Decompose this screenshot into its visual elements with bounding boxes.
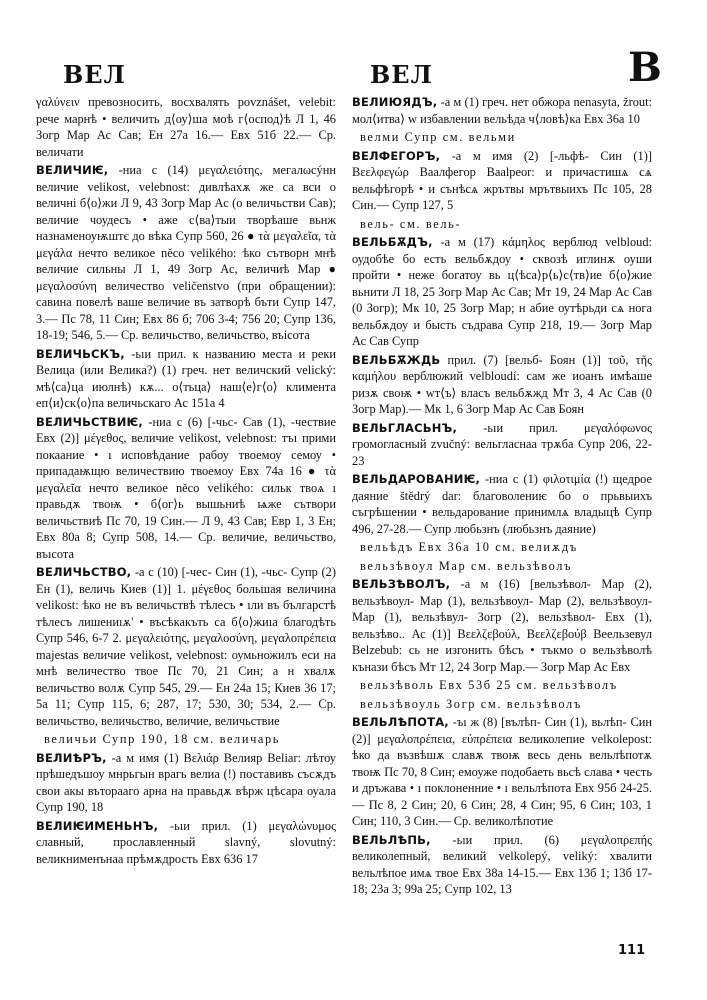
section-letter: В [628, 44, 662, 91]
right-running-head: ВЕЛ [370, 60, 433, 89]
left-column [36, 94, 336, 954]
dictionary-entry [352, 94, 652, 127]
dictionary-entry [36, 346, 336, 412]
cross-reference: вельзѣволь Евх 53б 25 см. вельзѣволъ [360, 678, 618, 692]
entry-text: -ьıи прил. (1) μεγαλώνυμος славный, прославленный slavný, slovutný: великнименънаа прѣмѫдрость Евх 636 17 [36, 818, 336, 866]
cross-reference: величьи Супр 190, 18 см. величарь [44, 732, 281, 746]
right-column [352, 94, 652, 954]
dictionary-entry [352, 471, 652, 537]
cross-reference: вельзѣвоуль Зогр см. вельзѣволъ [360, 696, 582, 711]
entry-headword: ВЕЛИЧИѤ, [36, 163, 109, 177]
entry-headword: ВЕЛЬЗѢВОЛЪ, [352, 577, 451, 591]
entry-headword: ВЕЛИЧЬСТВИѤ, [36, 414, 143, 429]
dictionary-entry [36, 162, 336, 344]
entry-text: -а м (16) [вельзѣвол- Мар (2), вельзѣвоул- Мар (1), вельзѣвоул- Мар (2), вельзѣвоул- Мар (1), вельзѣвул- Зогр (2), вельзѣвол- Евх (1), вельзѣво.. Ас (1)] Βεελζεβούλ, Βεελζεβούβ Веельзевул Belzebub: сь не изгонить бѣсъ • тъкмо о вельзѣволѣ кънази бѣсъ Мт 12, 24 Зогр Мар.— Зогр Мар Ас Евх [352, 577, 652, 674]
dictionary-entry [36, 564, 336, 729]
cross-reference: вельѣдъ Евх 36а 10 см. велиѫдъ [360, 540, 578, 554]
entry-text: -ниа с (6) [-чьс- Сав (1), -чествие Евх (2)] μέγεθος, величие velikost, velebnost: тъı прими покаание • ı исповѣдание рабоу твоемоу семоу • припадаѭщю величествию твоемоу Евх 74а 16 ● τὰ μεγαλεῖα нечто великое něco velikého: сильк твоѧ ı правьдѫ твоѭ • б⟨ог⟩ь вышьниѣ ѩже сътвори величьствиѣ Пс 70, 19 Син.— Л 9, 43 Сав; Евр 1, 3 Ен; Евх 80а 8; Супр 508, 14.— Ср. величие, величьство, въıсота [36, 414, 336, 561]
entry-headword: ВЕЛИѢРЪ, [36, 750, 107, 765]
dictionary-entry [352, 148, 652, 214]
entry-headword: ВЕЛЬГЛАСЬНЪ, [352, 420, 458, 435]
entry-text: γαλύνειν превозносить, восхвалять povznášet, velebit: рече марнѣ • величить д⟨оу⟩ша моѣ г⟨оспод⟩ѣ Л 1, 46 Зогр Мар Ас Сав; Ен 27а 16.— Евх 51б 22.— Ср. величати [36, 95, 336, 159]
page-header [0, 0, 707, 100]
entry-headword: ВЕЛЬБѪДЪ, [352, 235, 433, 249]
dictionary-entry [36, 750, 336, 816]
dictionary-entry [352, 576, 652, 675]
entry-headword: ВЕЛИЮЯДЪ, [352, 95, 438, 109]
left-running-head: ВЕЛ [63, 60, 126, 89]
entry-headword: ВЕЛИЧЬСКЪ, [36, 346, 125, 361]
dictionary-entry [36, 414, 336, 563]
entry-headword: ВЕЛЬДАРОВАНИѤ, [352, 472, 481, 486]
dictionary-entry [352, 352, 652, 418]
page-number: 111 [618, 943, 646, 958]
entry-headword: ВЕЛФЕГОРЪ, [352, 148, 441, 163]
cross-reference: велми Супр см. вельми [360, 130, 516, 144]
entry-text: -ниа с (1) φιλοτιμία (!) щедрое даяние štědrý dar: благоволениѥ бо о прьвыихъ съгрѣшении • вельдарование принимлѧ владыцѣ Супр 496, 27-28.— Супр любьзнъ (любьзнъ даяние) [352, 472, 652, 536]
entry-text: -а м (1) греч. нет обжора nenasyta, žrout: мол⟨итва⟩ w избавлении вельѣда ч⟨ловѣ⟩ка Евх 36а 10 [352, 95, 652, 126]
dictionary-entry [352, 420, 652, 470]
entry-text: -ьıи прил. μεγαλόφωνος громогласный zvučný: вельгласнаа трѫба Супр 206, 22-23 [352, 420, 652, 468]
entry-text: -а с (10) [-чес- Син (1), -чьс- Супр (2) Ен (1), величь Киев (1)] 1. μέγεθος большая величина velikost: ѣко не въ величьствѣ тѣлесъ • ıли въ българстѣ тѣлесъ лишениıѫ' • въсѣкакъть са б⟨о⟩жиıа благодѣть Супр 546, 6-7 2. μεγαλειότης, μεγαλοσύνη, μεγαλοπρέπεια majestas величие velikost, velebnost: оумьножилъ еси на мнѣ величество твое Пс 70, 21 Син; а н хвалѫ величьство волѫ Супр 545, 29.— Ен 24а 15; Киев 36 17; 5а 11; Супр 115, 6; 287, 17; 530, 30; 534, 2.— Ср. величьство, величьство, величие, величьствие [36, 565, 336, 728]
entry-text: -ъı ж (8) [вълѣп- Син (1), вьлѣп- Син (2)] μεγαλοπρέπεια, εὐπρέπεια великолепие velkolepost: ѣко да възвѣшѫ славѫ твоѭ весь день вельлѣпотѫ твоѭ Пс 70, 8 Син; емоуже подобаеть вьсѣ слава • честь и дръжава • ı поклоненние • ı вельлѣпота Евх 95б 24-25.— Пс 8, 2 Син; 20, 6 Син; 28, 4 Син; 95, 6 Син; 103, 1 Син; 110, 3 Син.— Ср. великолѣпотие [352, 715, 652, 828]
entry-text: -ьıи прил. к названию места и реки Велица (или Велика?) (1) греч. нет величский velický: мѣ⟨са⟩ца июлнѣ) кѫ... о⟨тьца⟩ наш⟨е⟩г⟨о⟩ климента еп⟨и⟩ск⟨о⟩па величьскаго Ас 151а 4 [36, 346, 336, 410]
cross-reference: вель- см. вель- [360, 216, 462, 231]
entry-text: -ьıи прил. (6) μεγαλοπρεπής великолепный, великий velkolepý, veliký: хвалити вельлѣпое имѧ твое Евх 38а 14-15.— Евх 13б 1; 13б 17-18; 23а 3; 99а 25; Супр 102, 13 [352, 832, 652, 896]
entry-text: прил. (7) [вельб- Боян (1)] τοῦ, τῆς καμήλου верблюжий velbloudí: сам же иоанъ имѣаше ризѫ своѭ • wт⟨ъ⟩ власъ вельбѫжд Мт 3, 4 Ас Сав (0 Зогр Мар).— Мк 1, 6 Зогр Мар Ас Сав Боян [352, 352, 652, 416]
entry-text: -а м имя (2) [-льфѣ- Син (1)] Βεελφεγώρ Ваалфегор Baalpeor: и причастишѧ сѧ вельфѣгорѣ • и сънѣсѧ жрътвы мрътвыихъ Пс 105, 28 Син.— Супр 127, 5 [352, 148, 652, 212]
dictionary-entry [352, 832, 652, 898]
entry-headword: ВЕЛЬЛѢПЬ, [352, 832, 431, 847]
dictionary-entry [36, 818, 336, 868]
entry-text: -а м (17) κάμηλος верблюд velbloud: оудобѣе бо есть вельбѫдоу • сквозѣ иглинѫ оуши пройти • неже богатоу вь ц⟨ѣса⟩р⟨ь⟩с⟨тв⟩ие б⟨о⟩жие вьнити Л 18, 25 Зогр Мар Ас Сав; Мт 19, 24 Мар Ас Сав (0 Зогр); Мк 10, 25 Зогр Мар; н абие оутѣрьди сѧ нога вельбѫдоу и бысть съдрава Супр 218, 19.— Зогр Мар Ас Сав Супр [352, 235, 652, 348]
entry-text: -ниа с (14) μεγαλειότης, мегалωсýнн величие velikost, velebnost: дивлѣахѫ же са вси о величні б⟨о⟩жи Л 9, 43 Зогр Мар Ас (о величьстви Сав); величие чоудесъ • аже с⟨ва⟩тыи творѣаше вьнж назнаменоуѭштє до вѣка Супр 560, 26 ● τὰ μεγαλεῖα, τὰ μεγάλα нечто великое něco velikého: ѣко сътворн мнѣ величие сильны Л 1, 49 Зогр Ас, величиѣ Мар ● μεγαλοσύνη величество veličenstvo (при обращении): савина повелѣ ваше величие въ затворѣ бъти Супр 147, 3.— Пс 78, 11 Син; Евх 86 б; 706 3-4; 756 20; Супр 136, 18-19; 546, 5.— Ср. величьство, величьство, въісота [36, 163, 336, 342]
entry-headword: ВЕЛЬЛѢПОТА, [352, 715, 449, 729]
entry-text: -а м имя (1) Βελιάρ Велияр Beliar: лѣтоу прѣшедъшоу мнрьгын врагь велиа (!) поставивъ съсѫдъ свои акы въторааго арна на правьдѫ вѣрж цѣсара оуала Супр 190, 18 [36, 750, 336, 814]
cross-reference: вельзѣвоул Мар см. вельзѣволъ [360, 558, 573, 573]
dictionary-entry [352, 714, 652, 830]
entry-headword: ВЕЛИѤИМЕНЬНЪ, [36, 818, 159, 833]
entry-continuation [36, 94, 336, 160]
entry-headword: ВЕЛЬБѪЖДЬ [352, 352, 441, 367]
dictionary-entry [352, 234, 652, 350]
entry-headword: ВЕЛИЧЬСТВО, [36, 565, 132, 579]
